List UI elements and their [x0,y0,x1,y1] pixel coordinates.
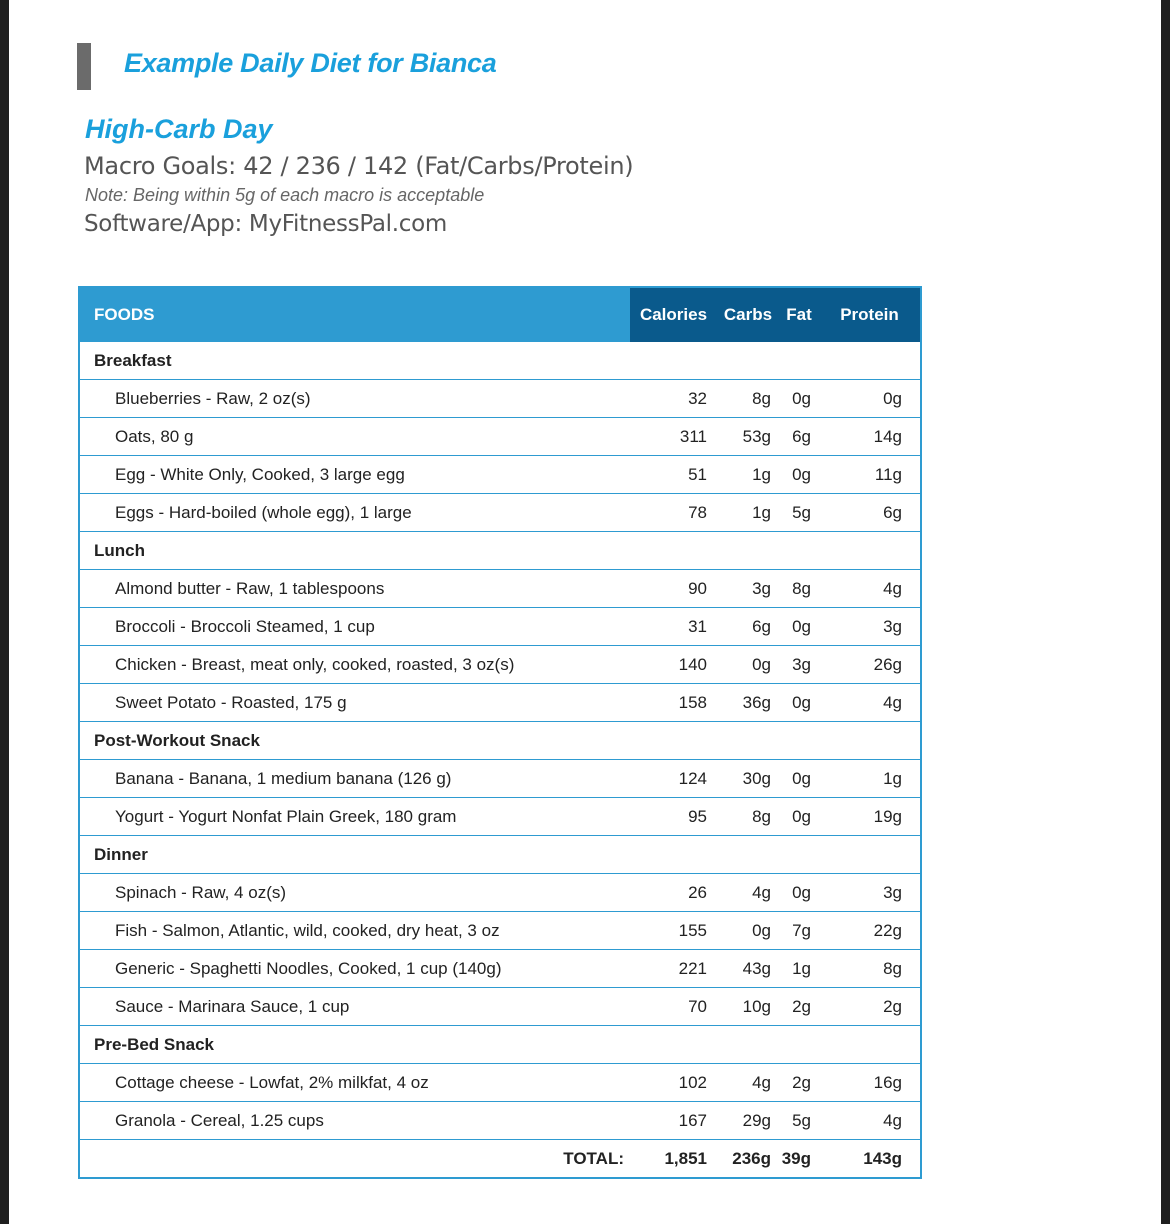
food-name-cell: Broccoli - Broccoli Steamed, 1 cup [79,608,630,646]
column-header-protein: Protein [819,287,921,342]
total-protein: 143g [863,1148,902,1168]
protein-cell: 6g [819,494,921,532]
heading-accent-bar [77,43,91,90]
fat-cell: 5g [779,494,819,532]
table-row [79,874,921,912]
total-fat: 39g [781,1148,811,1168]
macro-goals-text: Macro Goals: 42 / 236 / 142 (Fat/Carbs/Protein) [84,152,634,180]
table-body [79,342,921,1140]
table-row [79,494,921,532]
calories-cell: 155 [630,912,717,950]
table-row [79,456,921,494]
protein-cell: 14g [819,418,921,456]
protein-cell: 3g [819,874,921,912]
food-name-cell: Egg - White Only, Cooked, 3 large egg [79,456,630,494]
table-row [79,950,921,988]
fat-cell: 0g [779,456,819,494]
food-name-cell: Sauce - Marinara Sauce, 1 cup [79,988,630,1026]
carbs-cell: 1g [717,494,779,532]
calories-cell: 95 [630,798,717,836]
table-row [79,988,921,1026]
section-label: Dinner [79,836,921,874]
calories-cell: 26 [630,874,717,912]
fat-cell: 0g [779,798,819,836]
carbs-cell: 53g [717,418,779,456]
calories-cell: 311 [630,418,717,456]
protein-cell: 22g [819,912,921,950]
protein-cell: 0g [819,380,921,418]
protein-cell: 16g [819,1064,921,1102]
column-header-carbs: Carbs [717,287,779,342]
section-row [79,722,921,760]
calories-cell: 158 [630,684,717,722]
carbs-cell: 8g [717,380,779,418]
fat-cell: 2g [779,988,819,1026]
food-name-cell: Blueberries - Raw, 2 oz(s) [79,380,630,418]
calories-cell: 221 [630,950,717,988]
protein-cell: 19g [819,798,921,836]
fat-cell: 2g [779,1064,819,1102]
section-label: Post-Workout Snack [79,722,921,760]
table-row [79,418,921,456]
carbs-cell: 4g [717,874,779,912]
food-name-cell: Almond butter - Raw, 1 tablespoons [79,570,630,608]
section-row [79,836,921,874]
carbs-cell: 36g [717,684,779,722]
protein-cell: 26g [819,646,921,684]
food-name-cell: Cottage cheese - Lowfat, 2% milkfat, 4 oz [79,1064,630,1102]
protein-cell: 3g [819,608,921,646]
carbs-cell: 8g [717,798,779,836]
total-row [79,1140,921,1179]
total-carbs: 236g [732,1148,771,1168]
carbs-cell: 0g [717,646,779,684]
calories-cell: 51 [630,456,717,494]
carbs-cell: 0g [717,912,779,950]
food-name-cell: Oats, 80 g [79,418,630,456]
fat-cell: 6g [779,418,819,456]
calories-cell: 32 [630,380,717,418]
diet-table [78,286,922,1179]
food-name-cell: Fish - Salmon, Atlantic, wild, cooked, dry heat, 3 oz [79,912,630,950]
section-label: Breakfast [79,342,921,380]
column-header-fat: Fat [779,287,819,342]
macro-note: Note: Being within 5g of each macro is acceptable [85,185,485,205]
food-name-cell: Eggs - Hard-boiled (whole egg), 1 large [79,494,630,532]
fat-cell: 3g [779,646,819,684]
section-label: Pre-Bed Snack [79,1026,921,1064]
table-row [79,646,921,684]
table-row [79,380,921,418]
food-name-cell: Granola - Cereal, 1.25 cups [79,1102,630,1140]
software-text: Software/App: MyFitnessPal.com [84,211,447,237]
table-row [79,570,921,608]
food-name-cell: Generic - Spaghetti Noodles, Cooked, 1 cup (140g) [79,950,630,988]
fat-cell: 0g [779,760,819,798]
table-row [79,684,921,722]
calories-cell: 90 [630,570,717,608]
carbs-cell: 30g [717,760,779,798]
protein-cell: 4g [819,1102,921,1140]
fat-cell: 0g [779,874,819,912]
total-label: TOTAL: [563,1148,624,1168]
protein-cell: 4g [819,570,921,608]
fat-cell: 0g [779,608,819,646]
table-header-row [79,287,921,342]
fat-cell: 1g [779,950,819,988]
food-name-cell: Sweet Potato - Roasted, 175 g [79,684,630,722]
section-row [79,1026,921,1064]
food-name-cell: Chicken - Breast, meat only, cooked, roasted, 3 oz(s) [79,646,630,684]
section-row [79,342,921,380]
table-row [79,912,921,950]
protein-cell: 2g [819,988,921,1026]
table-row [79,760,921,798]
calories-cell: 31 [630,608,717,646]
section-row [79,532,921,570]
carbs-cell: 3g [717,570,779,608]
document-page [9,0,1161,1224]
carbs-cell: 1g [717,456,779,494]
carbs-cell: 6g [717,608,779,646]
total-calories: 1,851 [664,1148,707,1168]
section-label: Lunch [79,532,921,570]
fat-cell: 5g [779,1102,819,1140]
fat-cell: 7g [779,912,819,950]
table-row [79,1064,921,1102]
food-name-cell: Yogurt - Yogurt Nonfat Plain Greek, 180 gram [79,798,630,836]
carbs-cell: 10g [717,988,779,1026]
protein-cell: 1g [819,760,921,798]
day-type-heading: High-Carb Day [85,114,273,144]
column-header-foods: FOODS [79,287,630,342]
carbs-cell: 43g [717,950,779,988]
calories-cell: 140 [630,646,717,684]
table-row [79,608,921,646]
food-name-cell: Spinach - Raw, 4 oz(s) [79,874,630,912]
fat-cell: 0g [779,380,819,418]
calories-cell: 167 [630,1102,717,1140]
protein-cell: 4g [819,684,921,722]
protein-cell: 8g [819,950,921,988]
table-row [79,1102,921,1140]
calories-cell: 102 [630,1064,717,1102]
page-title: Example Daily Diet for Bianca [124,48,497,78]
carbs-cell: 29g [717,1102,779,1140]
table-row [79,798,921,836]
carbs-cell: 4g [717,1064,779,1102]
column-header-calories: Calories [630,287,717,342]
calories-cell: 124 [630,760,717,798]
protein-cell: 11g [819,456,921,494]
food-name-cell: Banana - Banana, 1 medium banana (126 g) [79,760,630,798]
calories-cell: 70 [630,988,717,1026]
calories-cell: 78 [630,494,717,532]
fat-cell: 0g [779,684,819,722]
fat-cell: 8g [779,570,819,608]
